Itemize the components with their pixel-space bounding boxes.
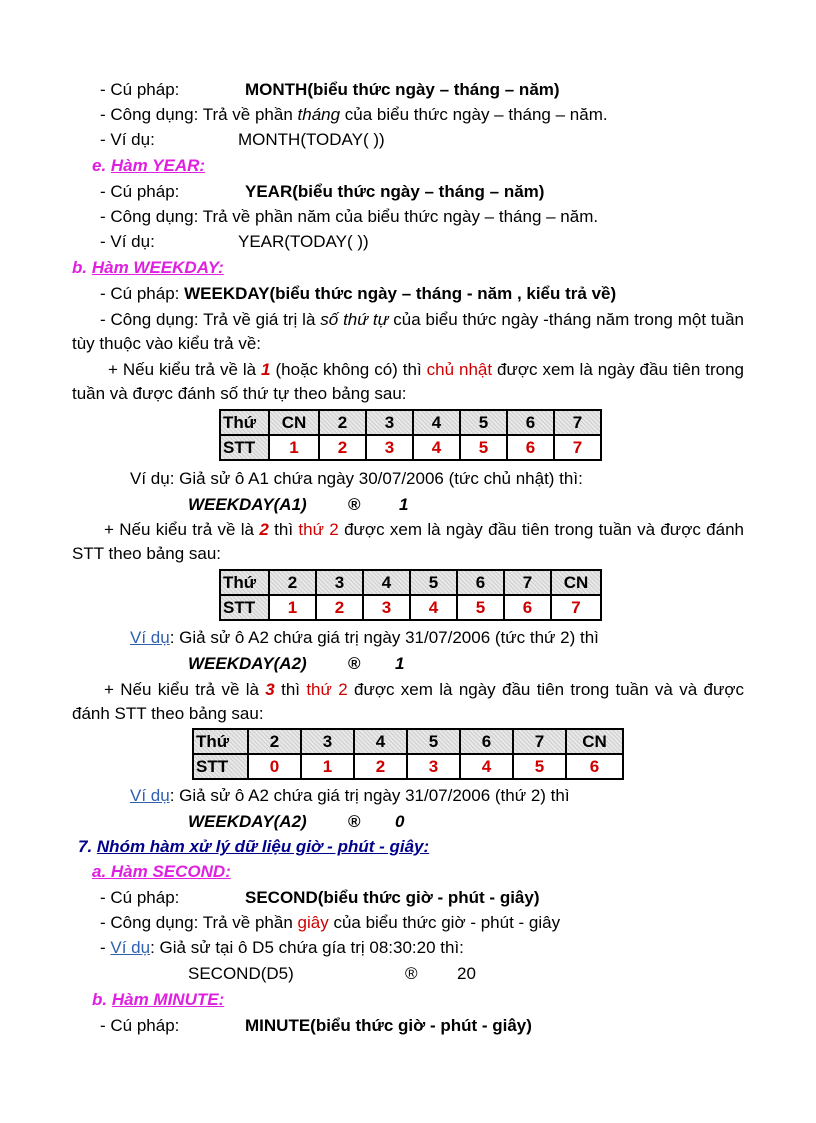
table2-stt: 3 [363,595,410,620]
month-syntax: MONTH(biểu thức ngày – tháng – năm) [245,80,560,99]
year-usage: - Công dụng: Trả về phần năm của biểu thức ngày – tháng – năm. [100,207,599,226]
table1-stt: 1 [269,435,319,460]
table1-stt: 7 [554,435,601,460]
year-heading: e. Hàm YEAR: [92,156,206,175]
month-usage: - Công dụng: Trả về phần tháng của biểu thức ngày – tháng – năm. [100,105,608,124]
second-usage: - Công dụng: Trả về phần giây của biểu thức giờ - phút - giây [100,913,561,932]
table1-stt: 3 [366,435,413,460]
table2-day: 7 [504,570,551,595]
table3-day: 7 [513,729,566,754]
second-example-text: - Ví dụ: Giả sử tại ô D5 chứa gía trị 08:30:20 thì: [100,938,464,957]
table1-stt: 6 [507,435,554,460]
month-example-label: - Ví dụ: [100,130,155,149]
year-syntax-label: - Cú pháp: [100,182,180,201]
table3-label-stt: STT [193,754,248,779]
weekday-table-type2 [219,569,602,621]
year-syntax: YEAR(biểu thức ngày – tháng – năm) [245,182,545,201]
table1-stt: 5 [460,435,507,460]
table3-stt: 5 [513,754,566,779]
table1-day: CN [269,410,319,435]
second-example-result: 20 [457,964,476,983]
table1-day: 4 [413,410,460,435]
weekday-syntax: - Cú pháp: WEEKDAY(biểu thức ngày – tháng - năm , kiểu trả về) [100,284,617,303]
table2-day: 5 [410,570,457,595]
month-syntax-label: - Cú pháp: [100,80,180,99]
table1-day: 7 [554,410,601,435]
table2-day: 2 [269,570,316,595]
weekday-example1-result: 1 [399,495,409,514]
weekday-case3: + Nếu kiểu trả về là 3 thì thứ 2 được xem là ngày đầu tiên trong tuần và và được đánh STT theo bảng sau: [72,680,744,723]
table1-day: 3 [366,410,413,435]
minute-heading: b. Hàm MINUTE: [92,990,225,1009]
table3-stt: 6 [566,754,623,779]
group7-heading: 7. Nhóm hàm xử lý dữ liệu giờ - phút - giây: [78,837,430,856]
table3-day: CN [566,729,623,754]
table2-stt: 2 [316,595,363,620]
weekday-example1-text: Ví dụ: Giả sử ô A1 chứa ngày 30/07/2006 (tức chủ nhật) thì: [130,469,583,488]
weekday-heading: b. Hàm WEEKDAY: [72,258,224,277]
year-example-label: - Ví dụ: [100,232,155,251]
table3-day: 5 [407,729,460,754]
month-example: MONTH(TODAY( )) [238,130,385,149]
table2-stt: 7 [551,595,601,620]
table3-day: 2 [248,729,301,754]
table2-label-stt: STT [220,595,269,620]
table3-stt: 3 [407,754,460,779]
table1-day: 2 [319,410,366,435]
table2-label-thu: Thứ [220,570,269,595]
table3-stt: 0 [248,754,301,779]
table2-stt: 4 [410,595,457,620]
table3-stt: 1 [301,754,354,779]
table2-stt: 1 [269,595,316,620]
weekday-example3-text: Ví dụ: Giả sử ô A2 chứa giá trị ngày 31/07/2006 (thứ 2) thì [130,786,570,805]
weekday-case2: + Nếu kiểu trả về là 2 thì thứ 2 được xem là ngày đầu tiên trong tuần và được đánh STT theo bảng sau: [72,520,744,563]
arrow-symbol: ® [348,495,361,514]
table1-day: 6 [507,410,554,435]
weekday-example2-text: Ví dụ: Giả sử ô A2 chứa giá trị ngày 31/07/2006 (tức thứ 2) thì [130,628,599,647]
minute-syntax: MINUTE(biểu thức giờ - phút - giây) [245,1016,532,1035]
weekday-table-type3 [192,728,624,780]
minute-syntax-label: - Cú pháp: [100,1016,180,1035]
weekday-example3-formula: WEEKDAY(A2) [188,812,307,831]
weekday-usage: - Công dụng: Trả về giá trị là số thứ tự của biểu thức ngày -tháng năm trong một tuần tùy thuộc vào kiểu trả về: [72,310,744,353]
weekday-table-type1 [219,409,602,461]
table2-day: CN [551,570,601,595]
table1-label-stt: STT [220,435,269,460]
arrow-symbol: ® [348,812,361,831]
weekday-example1-formula: WEEKDAY(A1) [188,495,307,514]
table1-stt: 2 [319,435,366,460]
table2-stt: 5 [457,595,504,620]
arrow-symbol: ® [348,654,361,673]
table3-label-thu: Thứ [193,729,248,754]
weekday-example2-result: 1 [395,654,405,673]
second-example-formula: SECOND(D5) [188,964,294,983]
table1-day: 5 [460,410,507,435]
table1-label-thu: Thứ [220,410,269,435]
year-example: YEAR(TODAY( )) [238,232,369,251]
table3-day: 6 [460,729,513,754]
arrow-symbol: ® [405,964,418,983]
table2-day: 3 [316,570,363,595]
table1-stt: 4 [413,435,460,460]
second-syntax: SECOND(biểu thức giờ - phút - giây) [245,888,540,907]
weekday-case1: + Nếu kiểu trả về là 1 (hoặc không có) thì chủ nhật được xem là ngày đầu tiên trong tuần và được đánh số thứ tự theo bảng sau: [72,360,744,403]
table3-stt: 4 [460,754,513,779]
weekday-example3-result: 0 [395,812,405,831]
second-heading: a. Hàm SECOND: [92,862,231,881]
table2-day: 6 [457,570,504,595]
weekday-example2-formula: WEEKDAY(A2) [188,654,307,673]
table2-stt: 6 [504,595,551,620]
table3-day: 4 [354,729,407,754]
table3-stt: 2 [354,754,407,779]
table3-day: 3 [301,729,354,754]
table2-day: 4 [363,570,410,595]
second-syntax-label: - Cú pháp: [100,888,180,907]
